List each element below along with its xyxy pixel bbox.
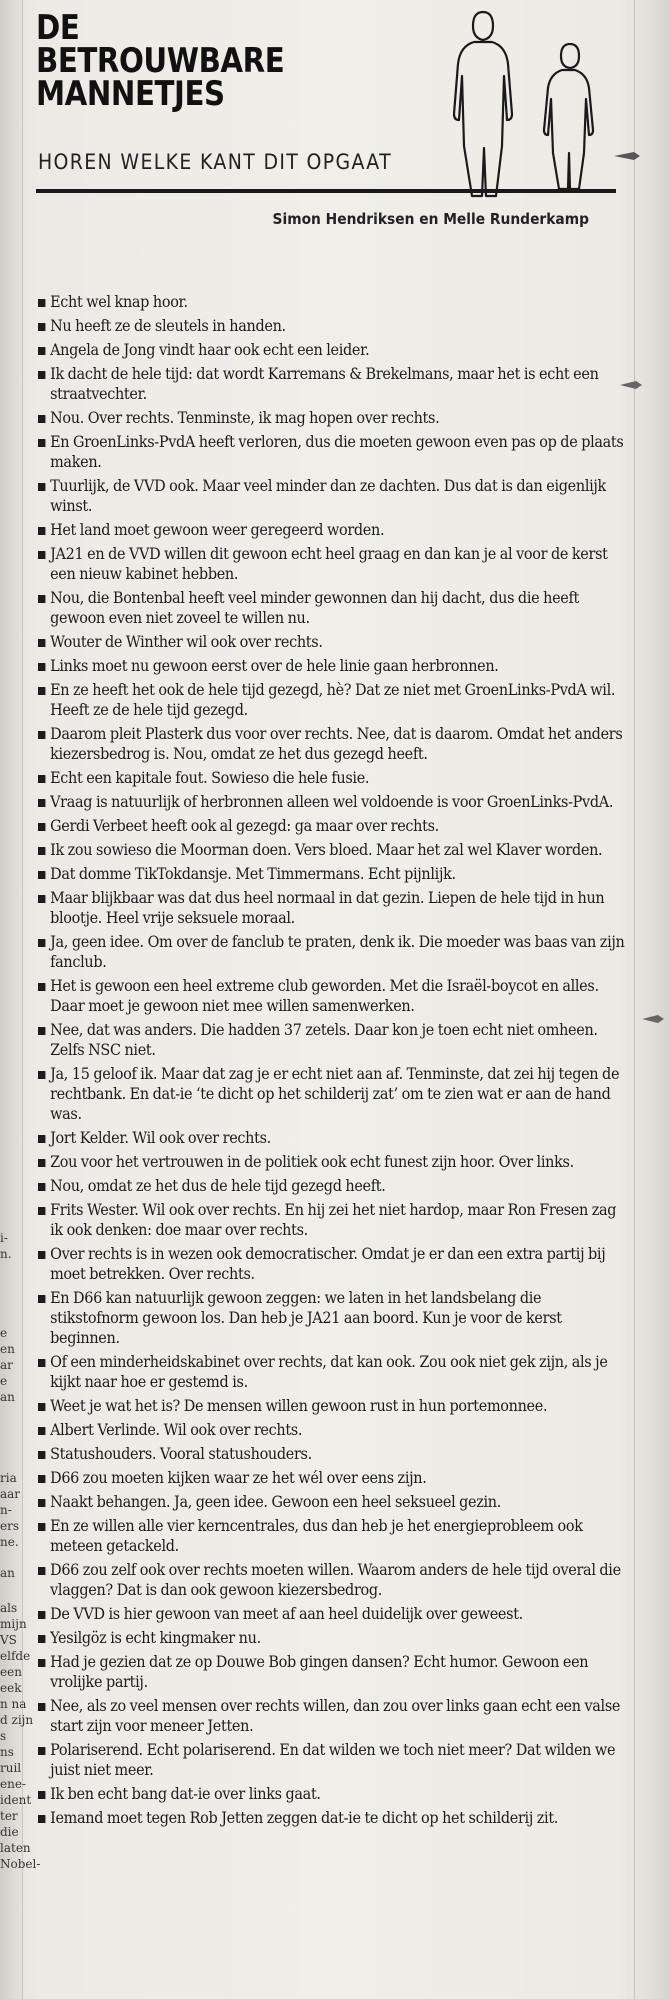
quote-item xyxy=(38,1352,627,1392)
quote-item xyxy=(38,840,627,860)
quote-text: Daarom pleit Plasterk dus voor over rechts. Nee, dat is daarom. Omdat het anders kiezersbedrog is. Nou, omdat ze het dus gezegd heeft. xyxy=(50,725,623,763)
quote-text: Ik dacht de hele tijd: dat wordt Karremans & Brekelmans, maar het is echt een straatvechter. xyxy=(50,365,599,403)
quote-text: Frits Wester. Wil ook over rechts. En hij zei het niet hardop, maar Ron Fresen zag ik ook denken: doe maar over rechts. xyxy=(50,1201,617,1239)
quote-text: En D66 kan natuurlijk gewoon zeggen: we laten in het landsbelang die stikstofnorm gewoon los. Dan heb je JA21 aan boord. Kun je voor de kerst beginnen. xyxy=(50,1289,562,1347)
quote-text: Dat domme TikTokdansje. Met Timmermans. Echt pijnlijk. xyxy=(50,865,456,883)
square-bullet-icon xyxy=(38,775,45,783)
quote-text: Het land moet gewoon weer geregeerd worden. xyxy=(50,521,385,539)
quote-text: Echt wel knap hoor. xyxy=(50,293,188,311)
square-bullet-icon xyxy=(38,1159,45,1167)
quote-item xyxy=(38,476,627,516)
quote-text: Zou voor het vertrouwen in de politiek ook echt funest zijn hoor. Over links. xyxy=(50,1153,574,1171)
quote-text: JA21 en de VVD willen dit gewoon echt heel graag en dan kan je al voor de kerst een nieuw kabinet hebben. xyxy=(50,545,608,583)
quote-text: Nee, dat was anders. Die hadden 37 zetels. Daar kon je toen echt niet omheen. Zelfs NSC niet. xyxy=(50,1021,598,1059)
quote-item xyxy=(38,1064,627,1124)
square-bullet-icon xyxy=(38,299,45,307)
square-bullet-icon xyxy=(38,731,45,739)
quote-text: Echt een kapitale fout. Sowieso die hele fusie. xyxy=(50,769,370,787)
quote-text: De VVD is hier gewoon van meet af aan heel duidelijk over geweest. xyxy=(50,1605,523,1623)
quote-text: Het is gewoon een heel extreme club geworden. Met die Israël-boycot en alles. Daar moet je gewoon niet mee willen samenwerken. xyxy=(50,977,599,1015)
quote-text: Had je gezien dat ze op Douwe Bob gingen dansen? Echt humor. Gewoon een vrolijke partij. xyxy=(50,1653,589,1691)
quote-text: Nou. Over rechts. Tenminste, ik mag hopen over rechts. xyxy=(50,409,440,427)
quote-item xyxy=(38,1516,627,1556)
square-bullet-icon xyxy=(38,415,45,423)
quote-item xyxy=(38,792,627,812)
square-bullet-icon xyxy=(38,1499,45,1507)
quote-text: Tuurlijk, de VVD ook. Maar veel minder dan ze dachten. Dus dat is dan eigenlijk winst. xyxy=(50,477,606,515)
square-bullet-icon xyxy=(38,1295,45,1303)
quote-item xyxy=(38,816,627,836)
quote-item xyxy=(38,888,627,928)
square-bullet-icon xyxy=(38,871,45,879)
square-bullet-icon xyxy=(38,595,45,603)
square-bullet-icon xyxy=(38,1207,45,1215)
quote-item xyxy=(38,1560,627,1600)
square-bullet-icon xyxy=(38,1523,45,1531)
quote-item xyxy=(38,408,627,428)
quote-text: Statushouders. Vooral statushouders. xyxy=(50,1445,312,1463)
quote-text: Links moet nu gewoon eerst over de hele linie gaan herbronnen. xyxy=(50,657,499,675)
pin-icon xyxy=(612,148,642,164)
pin-icon xyxy=(640,1012,666,1026)
square-bullet-icon xyxy=(38,1183,45,1191)
quote-text: Angela de Jong vindt haar ook echt een leider. xyxy=(50,341,370,359)
quote-item xyxy=(38,1444,627,1464)
square-bullet-icon xyxy=(38,1659,45,1667)
quote-item xyxy=(38,544,627,584)
quote-text: Iemand moet tegen Rob Jetten zeggen dat-ie te dicht op het schilderij zit. xyxy=(50,1809,559,1827)
quote-item xyxy=(38,364,627,404)
quote-item xyxy=(38,768,627,788)
quote-item xyxy=(38,588,627,628)
square-bullet-icon xyxy=(38,983,45,991)
square-bullet-icon xyxy=(38,1747,45,1755)
quote-text: Nou, omdat ze het dus de hele tijd gezegd heeft. xyxy=(50,1177,386,1195)
quote-text: Of een minderheidskabinet over rechts, dat kan ook. Zou ook niet gek zijn, als je kijkt naar hoe er gestemd is. xyxy=(50,1353,608,1391)
quote-text: Ja, geen idee. Om over de fanclub te praten, denk ik. Die moeder was baas van zijn fanclub. xyxy=(50,933,625,971)
masthead xyxy=(36,8,476,114)
quote-text: Ja, 15 geloof ik. Maar dat zag je er echt niet aan af. Tenminste, dat zei hij tegen de rechtbank. En dat-ie ‘te dicht op het schilderij zat’ om te zien wat er aan de hand was. xyxy=(50,1065,620,1123)
square-bullet-icon xyxy=(38,1403,45,1411)
square-bullet-icon xyxy=(38,1635,45,1643)
quote-text: Nu heeft ze de sleutels in handen. xyxy=(50,317,286,335)
square-bullet-icon xyxy=(38,895,45,903)
square-bullet-icon xyxy=(38,1475,45,1483)
two-men-silhouette-icon xyxy=(448,4,628,194)
square-bullet-icon xyxy=(38,939,45,947)
quote-item xyxy=(38,632,627,652)
quote-item xyxy=(38,976,627,1016)
quote-text: Nee, als zo veel mensen over rechts willen, dan zou over links gaan echt een valse start zijn voor meneer Jetten. xyxy=(50,1697,621,1735)
column-divider xyxy=(634,0,635,1999)
column-title: DE BETROUWBARE MANNETJES xyxy=(36,8,285,114)
square-bullet-icon xyxy=(38,639,45,647)
quote-item xyxy=(38,1128,627,1148)
square-bullet-icon xyxy=(38,551,45,559)
square-bullet-icon xyxy=(38,1071,45,1079)
square-bullet-icon xyxy=(38,323,45,331)
square-bullet-icon xyxy=(38,527,45,535)
square-bullet-icon xyxy=(38,687,45,695)
quote-text: Weet je wat het is? De mensen willen gewoon rust in hun portemonnee. xyxy=(50,1397,548,1415)
square-bullet-icon xyxy=(38,1251,45,1259)
square-bullet-icon xyxy=(38,1451,45,1459)
quote-item xyxy=(38,932,627,972)
square-bullet-icon xyxy=(38,1815,45,1823)
quote-item xyxy=(38,316,627,336)
quote-item xyxy=(38,680,627,720)
square-bullet-icon xyxy=(38,823,45,831)
square-bullet-icon xyxy=(38,799,45,807)
quote-item xyxy=(38,1200,627,1240)
quote-text: En GroenLinks-PvdA heeft verloren, dus die moeten gewoon even pas op de plaats maken. xyxy=(50,433,624,471)
quote-text: Gerdi Verbeet heeft ook al gezegd: ga maar over rechts. xyxy=(50,817,439,835)
quote-text: Vraag is natuurlijk of herbronnen alleen wel voldoende is voor GroenLinks-PvdA. xyxy=(50,793,614,811)
square-bullet-icon xyxy=(38,483,45,491)
quote-item xyxy=(38,340,627,360)
square-bullet-icon xyxy=(38,663,45,671)
quote-item xyxy=(38,520,627,540)
header-rule xyxy=(36,189,616,193)
quote-item xyxy=(38,1740,627,1780)
quote-text: D66 zou zelf ook over rechts moeten willen. Waarom anders de hele tijd overal die vlaggen? Dat is dan ook gewoon kiezersbedrog. xyxy=(50,1561,621,1599)
quote-text: Over rechts is in wezen ook democratischer. Omdat je er dan een extra partij bij moet betrekken. Over rechts. xyxy=(50,1245,606,1283)
quote-text: Yesilgöz is echt kingmaker nu. xyxy=(50,1629,261,1647)
margin-text-fragment: an xyxy=(0,1566,15,1580)
quote-text: En ze willen alle vier kerncentrales, dus dan heb je het energieprobleem ook meteen getackeld. xyxy=(50,1517,583,1555)
quote-item xyxy=(38,1288,627,1348)
margin-text-fragment: i- n. xyxy=(0,1231,12,1261)
square-bullet-icon xyxy=(38,439,45,447)
quote-item xyxy=(38,1808,627,1828)
quote-item xyxy=(38,1420,627,1440)
quote-item xyxy=(38,292,627,312)
column-subtitle: HOREN WELKE KANT DIT OPGAAT xyxy=(38,150,393,174)
quote-item xyxy=(38,1020,627,1060)
square-bullet-icon xyxy=(38,1359,45,1367)
square-bullet-icon xyxy=(38,847,45,855)
quote-text: Polariserend. Echt polariserend. En dat wilden we toch niet meer? Dat wilden we juist niet meer. xyxy=(50,1741,616,1779)
quote-text: Nou, die Bontenbal heeft veel minder gewonnen dan hij dacht, dus die heeft gewoon even niet zoveel te willen nu. xyxy=(50,589,579,627)
quote-text: Albert Verlinde. Wil ook over rechts. xyxy=(50,1421,303,1439)
quote-item xyxy=(38,864,627,884)
quote-item xyxy=(38,724,627,764)
quote-text: Wouter de Winther wil ook over rechts. xyxy=(50,633,323,651)
byline: Simon Hendriksen en Melle Runderkamp xyxy=(272,210,589,228)
quote-item xyxy=(38,1176,627,1196)
quote-text: Maar blijkbaar was dat dus heel normaal in dat gezin. Liepen de hele tijd in hun blootje. Heel vrije seksuele moraal. xyxy=(50,889,605,927)
square-bullet-icon xyxy=(38,1703,45,1711)
margin-text-fragment: e en ar e an xyxy=(0,1326,15,1404)
square-bullet-icon xyxy=(38,1611,45,1619)
quote-item xyxy=(38,1652,627,1692)
page-edge-right xyxy=(641,0,669,1999)
quote-item xyxy=(38,1492,627,1512)
square-bullet-icon xyxy=(38,1567,45,1575)
square-bullet-icon xyxy=(38,347,45,355)
square-bullet-icon xyxy=(38,1135,45,1143)
quote-item xyxy=(38,1604,627,1624)
quote-item xyxy=(38,432,627,472)
margin-text-fragment: ria aar n- ers ne. xyxy=(0,1471,21,1549)
quote-text: Naakt behangen. Ja, geen idee. Gewoon een heel seksueel gezin. xyxy=(50,1493,502,1511)
quote-item xyxy=(38,1628,627,1648)
quote-text: Ik ben echt bang dat-ie over links gaat. xyxy=(50,1785,321,1803)
quote-item xyxy=(38,656,627,676)
square-bullet-icon xyxy=(38,1027,45,1035)
quote-item xyxy=(38,1152,627,1172)
quote-item xyxy=(38,1396,627,1416)
quote-text: Jort Kelder. Wil ook over rechts. xyxy=(50,1129,271,1147)
quote-text: En ze heeft het ook de hele tijd gezegd, hè? Dat ze niet met GroenLinks-PvdA wil. Heeft ze de hele tijd gezegd. xyxy=(50,681,616,719)
quote-text: D66 zou moeten kijken waar ze het wél over eens zijn. xyxy=(50,1469,427,1487)
quotes-list xyxy=(38,292,630,1832)
square-bullet-icon xyxy=(38,371,45,379)
square-bullet-icon xyxy=(38,1791,45,1799)
quote-item xyxy=(38,1784,627,1804)
quote-item xyxy=(38,1696,627,1736)
margin-text-fragment: als mijn VS elfde een eek n na d zijn s ns ruil ene- ident ter die laten Nobel- xyxy=(0,1601,41,1871)
quote-text: Ik zou sowieso die Moorman doen. Vers bloed. Maar het zal wel Klaver worden. xyxy=(50,841,603,859)
square-bullet-icon xyxy=(38,1427,45,1435)
quote-item xyxy=(38,1468,627,1488)
quote-item xyxy=(38,1244,627,1284)
